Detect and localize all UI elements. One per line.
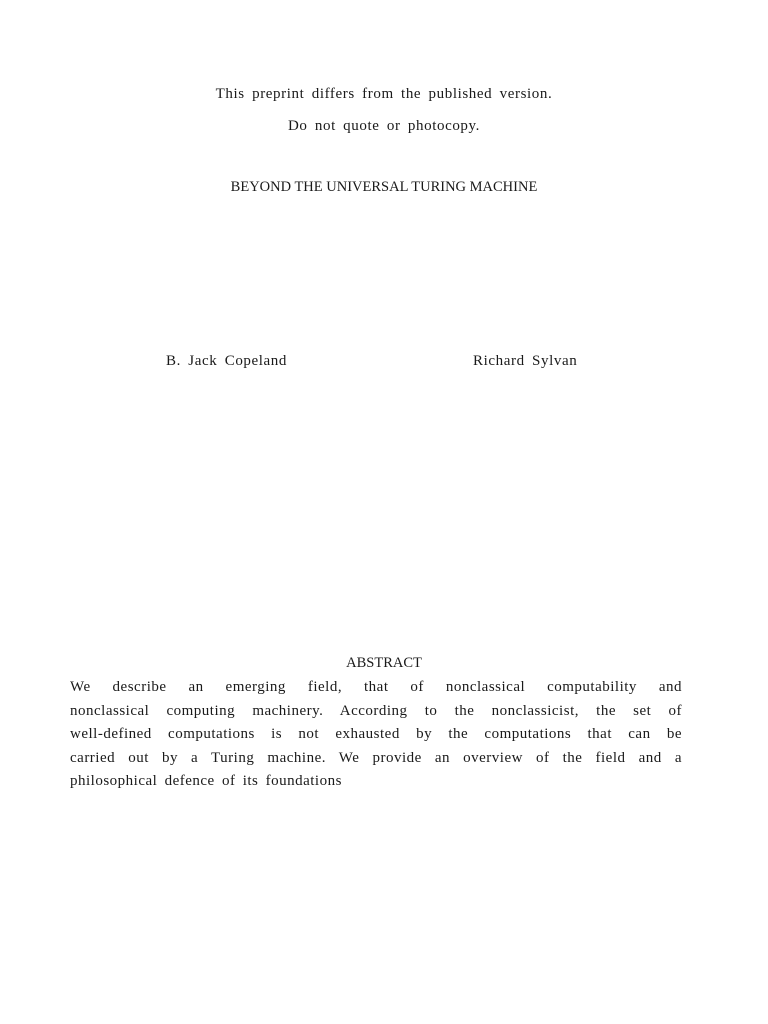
abstract-line: nonclassical computing machinery. According to the nonclassicist, the set of	[70, 702, 682, 719]
quote-notice: Do not quote or photocopy.	[287, 118, 481, 134]
abstract-line: well-defined computations is not exhausted by the computations that can be	[70, 726, 682, 742]
abstract-line: philosophical defence of its foundations	[70, 773, 342, 789]
author-sylvan: Richard Sylvan	[473, 353, 578, 369]
abstract-line: carried out by a Turing machine. We provide an overview of the field and a	[70, 749, 682, 766]
abstract-body	[70, 676, 682, 794]
preprint-notice: This preprint differs from the published version.	[215, 86, 553, 102]
author-copeland: B. Jack Copeland	[166, 353, 287, 369]
abstract-heading: ABSTRACT	[346, 655, 422, 671]
abstract-line: We describe an emerging field, that of nonclassical computability and	[70, 679, 682, 695]
paper-title: BEYOND THE UNIVERSAL TURING MACHINE	[230, 179, 538, 195]
